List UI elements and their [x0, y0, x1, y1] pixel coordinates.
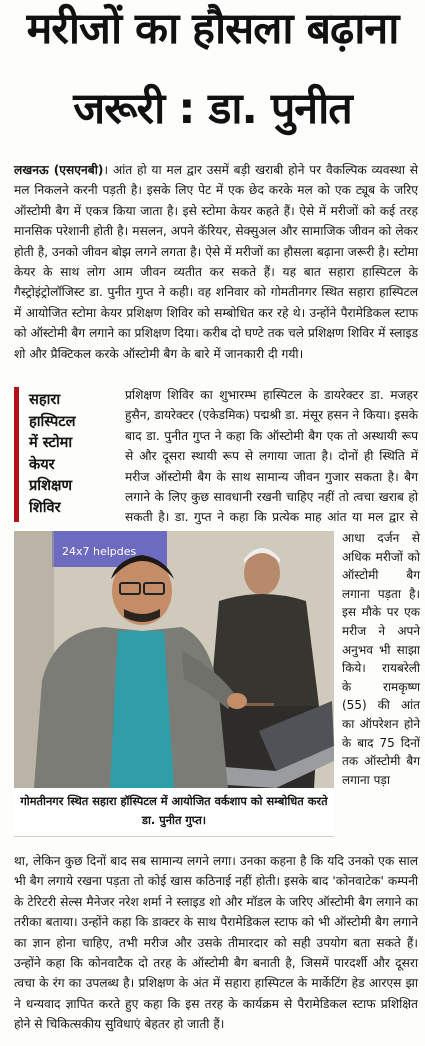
- article-paragraph-4: था, लेकिन कुछ दिनों बाद सब सामान्य लगने लगा। उनका कहना है कि यदि उनको एक साल भी बैग लगाये रखना पड़ता तो कोई खास कठिनाई नहीं होती। इसके बाद 'कोनवाटेक' कम्पनी के टेरिटरी सेल्स मैनेजर नरेश शर्मा ने स्लाइड शो और मॉडल के जरिए ऑस्टोमी बैग लगाने का तरीका बताया। उन्होंने कहा कि डाक्टर के साथ पैरामेडिकल स्टाफ को भी ऑस्टोमी बैग लगाने का ज्ञान होना चाहिए, तभी मरीज और उसके तीमारदार को सही उपयोग बता सकते हैं। उन्होंने कहा कि कोनवाटैक दो तरह के ऑस्टोमी बैग बनाती है, जिसमें पारदर्शी और दूसरा त्वचा के रंग का उपलब्ध है। प्रशिक्षण के अंत में सहारा हास्पिटल के मार्केटिंग हेड आरएस झा ने धन्यवाद ज्ञापित करते हुए कहा कि इस तरह के कार्यक्रम से पैरामेडिकल स्टाफ प्रशिक्षित होने से चिकित्सकीय सुविधाएं बेहतर हो जाती हैं।: [14, 854, 418, 1032]
- article-paragraph-3: आधा दर्जन से अधिक मरीजों को ऑस्टोमी बैग लगाना पड़ता है। इस मौके पर एक मरीज ने अपने अनुभव भी साझा किये। रायबरेली के रामकृष्ण (55) की आंत का ऑपरेशन होने के बाद 75 दिनों तक ऑस्टोमी बैग लगाना पड़ा: [342, 531, 420, 787]
- sidebar-line: में स्टोमा: [29, 434, 73, 451]
- headline-line-1: मरीजों का हौसला बढ़ाना: [26, 4, 399, 54]
- sidebar-line: केयर: [29, 455, 55, 473]
- article-paragraph-2: प्रशिक्षण शिविर का शुभारम्भ हास्पिटल के डायरेक्टर डा. मजहर हुसैन, डायरेक्टर (एकेडमिक) पद्मश्री डा. मंसूर हसन ने किया। इसके बाद डा. पुनीत गुप्त ने कहा कि ऑस्टोमी बैग एक तो अस्थायी रूप से और दूसरा स्थायी रूप से लगाया जाता है। दोनों ही स्थिति में मरीज ऑस्टोमी बैग के साथ सामान्य जीवन गुजार सकता है। बैग लगाने के लिए कुछ सावधानी रखनी चाहिए नहीं तो त्वचा खराब हो सकती है। डा. गुप्त ने कहा कि प्रत्येक माह आंत या मल द्वार से: [125, 388, 418, 525]
- news-photo: [14, 531, 334, 788]
- sidebar-line: हास्पिटल: [29, 412, 76, 430]
- banner-text: 24x7 helpdes: [62, 545, 137, 558]
- photo-illustration: [14, 531, 334, 788]
- photo-caption: गोमतीनगर स्थित सहारा हॉस्पिटल में आयोजित वर्कशाप को सम्बोधित करते डा. पुनीत गुप्त।: [14, 790, 334, 837]
- sidebar-line: शिविर: [29, 498, 61, 516]
- sidebar-line: सहारा: [29, 391, 61, 408]
- paragraph-1-text: । आंत हो या मल द्वार उसमें बड़ी खराबी होने पर वैकल्पिक व्यवस्था से मल निकलने करनी पड़ती है। इसके लिए पेट में एक छेद करके मल को एक ट्यूब के जरिए ऑस्टोमी बैग में एकत्र किया जाता है। इसे स्टोमा केयर कहते हैं। ऐसे में मरीजों को कई तरह मानसिक परेशानी होती है। मसलन, अपने कॅरियर, सेक्सुअल और सामाजिक जीवन को लेकर होती है, उनको जीवन बोझ लगने लगता है। ऐसे में मरीजों का हौसला बढ़ाना जरूरी है। स्टोमा केयर के साथ लोग आम जीवन व्यतीत कर सकते हैं। यह बात सहारा हास्पिटल के गैस्ट्रोइंट्रोलॉजिस्ट डा. पुनीत गुप्त ने कही। वह शनिवार को गोमतीनगर स्थित सहारा हास्पिटल में आयोजित स्टोमा केयर प्रशिक्षण शिविर को सम्बोधित कर रहे थे। उन्होंने पैरामेडिकल स्टाफ को ऑस्टोमी बैग लगाने का प्रशिक्षण दिया। करीब दो घण्टे तक चले प्रशिक्षण शिविर में स्लाइड शो और प्रैक्टिकल करके ऑस्टोमी बैग के बारे में जानकारी दी गयी।: [14, 163, 418, 361]
- sidebar-highlight: [14, 387, 117, 522]
- dateline: लखनऊ (एसएनबी): [14, 163, 104, 177]
- headline-line-2: जरूरी : डा. पुनीत: [73, 84, 352, 134]
- article-paragraph-1: [14, 160, 418, 364]
- sidebar-line: प्रशिक्षण: [29, 477, 73, 494]
